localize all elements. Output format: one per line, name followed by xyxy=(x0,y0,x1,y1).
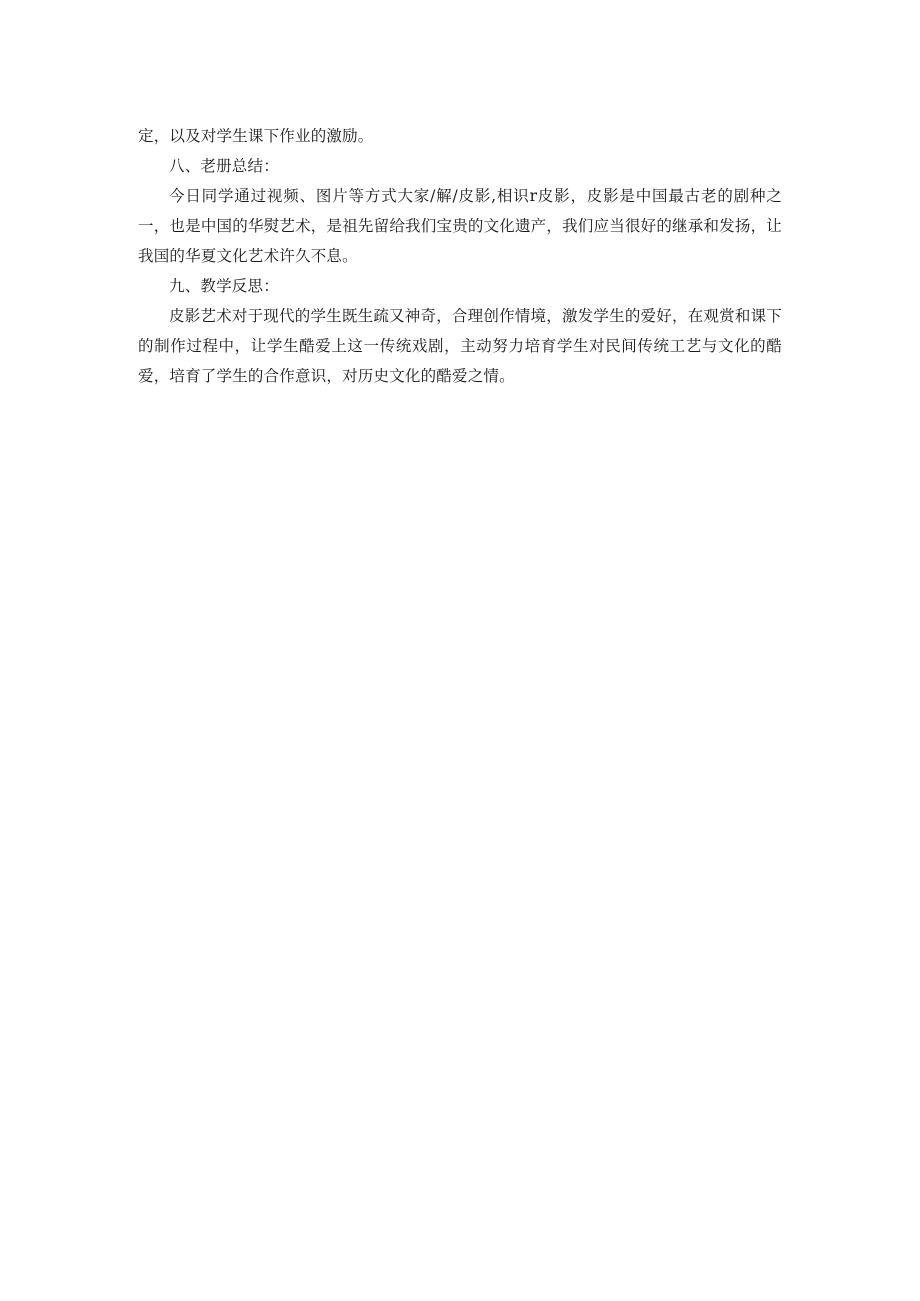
document-body xyxy=(138,121,782,391)
paragraph-reflection: 皮影艺术对于现代的学生既生疏又神奇，合理创作情境，激发学生的爱好，在观赏和课下的制作过程中，让学生酷爱上这一传统戏剧，主动努力培育学生对民间传统工艺与文化的酷爱，培育了学生的合作意识，对历史文化的酷爱之情。 xyxy=(138,307,782,385)
section-heading-teaching-reflection: 九、教学反思： xyxy=(169,277,279,295)
section-heading-teacher-summary: 八、老册总结： xyxy=(169,157,279,175)
paragraph-summary: 今日同学通过视频、图片等方式大家/解/皮影,相识r皮影，皮影是中国最古老的剧种之一，也是中国的华熨艺术，是祖先留给我们宝贵的文化遗产，我们应当很好的继承和发扬，让我国的华夏文化艺术许久不息。 xyxy=(138,187,782,265)
paragraph-continuation: 定，以及对学生课下作业的激励。 xyxy=(138,127,374,145)
